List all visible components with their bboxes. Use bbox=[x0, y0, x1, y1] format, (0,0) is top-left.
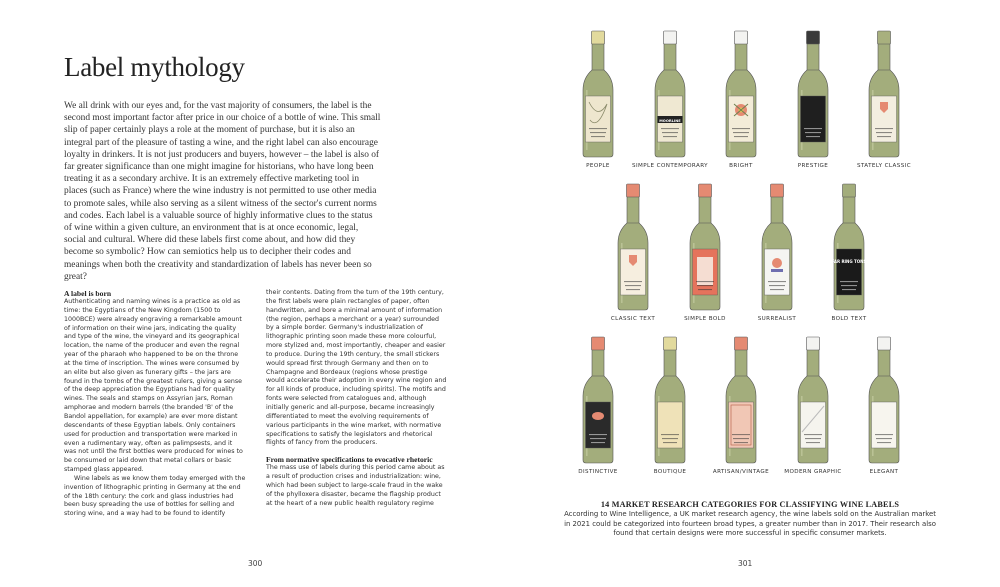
body-paragraph: The mass use of labels during this period came about as a result of production crises and industrialization: wine, which had been subject to large-scale fraud in the wake of the phylloxera disaster, became the flagship product at the heart of a new public health regulatory regime bbox=[266, 464, 445, 507]
body-paragraph: their contents. Dating from the turn of the 19th century, the first labels were plain rectangles of paper, often handwritten, and bore a minimal amount of information (the region, perhaps a merchant or a year) surrounded by a simple border. Germany's industrialization of lithographic printing soon made these more colourful, more stylized and, most importantly, cheaper and easier to produce. During the 19th century, the small stickers would spread first through Germany and then on to Champagne and Bordeaux (regions whose prestige would accelerate their adoption in every wine region and for all kinds of produce, including spirits). The motifs and fonts were selected from catalogues and, although initially generic and all-purpose, became increasingly differentiated to meet the evolving requirements of various participants in the wine market, with normative specifications to satisfy the legislators and rhetorical flights of fancy from the producers. bbox=[266, 289, 447, 447]
bottle-category-label: CLASSIC TEXT bbox=[610, 316, 656, 322]
bottle-category-label: ARTISAN/VINTAGE bbox=[712, 469, 770, 475]
wine-bottle-illustration bbox=[653, 336, 687, 464]
figure-caption-body: According to Wine Intelligence, a UK market research agency, the wine labels sold on the Australian market in 2021 could be categorized into fourteen broad types, a greater number than in 2017. Their research also found that certain designs were more successful in specific consumer markets. bbox=[564, 510, 936, 538]
body-paragraph: Authenticating and naming wines is a practice as old as time: the Egyptians of the New Kingdom (1500 to 1000BCE) were already engraving a remarkable amount of information on their wine jars, indicating the quality and type of the wine, the vineyard and its geographical location, the name of the producer and even the regnal year of the pharaoh who happened to be on the throne at the time of inscription. The wines were consumed by an elite but also given as funerary gifts – the jars are found in the tombs of the greatest rulers, giving a sense of the deep appreciation the Egyptians had for quality wines. The seals and stamps on Assyrian jars, Roman amphorae and modern barrels (the branded 'B' of the Bandol appellation, for example) are ever more distant descendants of these Egyptian labels. Only containers used for production and transportation were marked in even a rudimentary way, often as palimpsests, and it was not until the first bottles were produced for wines to be consumed or laid down that metal collars or basic stamped glass appeared. bbox=[64, 298, 243, 474]
wine-bottle-illustration bbox=[832, 183, 866, 311]
bottle-category-label: PEOPLE bbox=[586, 163, 610, 169]
figure-caption-title: 14 MARKET RESEARCH CATEGORIES FOR CLASSIFYING WINE LABELS bbox=[600, 500, 900, 509]
wine-bottle-illustration bbox=[760, 183, 794, 311]
wine-bottle-illustration bbox=[867, 336, 901, 464]
right-page bbox=[500, 0, 1000, 587]
bottle-label-text: MOORLINE bbox=[659, 118, 681, 123]
page-number: 300 bbox=[248, 559, 263, 568]
section-heading: From normative specifications to evocative rhetoric bbox=[266, 455, 433, 465]
bottle-category-label: BOUTIQUE bbox=[653, 469, 687, 475]
bottle-category-label: ELEGANT bbox=[869, 469, 899, 475]
wine-bottle-illustration bbox=[724, 30, 758, 158]
wine-bottle-illustration bbox=[616, 183, 650, 311]
bottle-label-text: FAR RING TONS bbox=[832, 259, 866, 264]
bottle-category-label: SIMPLE CONTEMPORARY bbox=[632, 163, 708, 169]
wine-bottle-illustration bbox=[581, 336, 615, 464]
text-column-2 bbox=[266, 289, 448, 508]
wine-bottle-illustration bbox=[796, 30, 830, 158]
section-heading: A label is born bbox=[64, 289, 112, 298]
bottle-category-label: PRESTIGE bbox=[797, 163, 829, 169]
bottle-category-label: BOLD TEXT bbox=[831, 316, 867, 322]
wine-bottle-illustration bbox=[724, 336, 758, 464]
bottle-category-label: STATELY CLASSIC bbox=[856, 163, 912, 169]
page-number: 301 bbox=[738, 559, 753, 568]
bottle-category-label: BRIGHT bbox=[729, 163, 753, 169]
bottle-category-label: MODERN GRAPHIC bbox=[784, 469, 842, 475]
bottle-category-label: SIMPLE BOLD bbox=[684, 316, 726, 322]
wine-bottle-illustration bbox=[653, 30, 687, 158]
wine-bottle-illustration bbox=[688, 183, 722, 311]
wine-bottle-illustration bbox=[581, 30, 615, 158]
body-paragraph: Wine labels as we know them today emerged with the invention of lithographic printing in Germany at the end of the 18th century: the cork and glass industries had been busy spreading the use of bottles for selling and storing wine, and a way had to be found to identify bbox=[64, 474, 246, 518]
wine-bottle-illustration bbox=[867, 30, 901, 158]
intro-paragraph: We all drink with our eyes and, for the vast majority of consumers, the label is the second most important factor after price in our choice of a bottle of wine. This small slip of paper certainly plays a role at the moment of purchase, but it is also an integral part of the pleasure of tasting a wine, and the right label can also encourage loyalty in drinkers. It is not just producers and buyers, however – the label is also of far greater significance than one might imagine for historians, who have long been treating it as a secondary archive. It is an extremely effective marketing tool in places (such as France) where the wine industry is not permitted to use other media to promote sales, while also serving as a silent witness of the sector's current norms and codes. Each label is a valuable source of highly informative clues to the status of wine within a given culture, an environment that is at once economic, legal, social and cultural. Where did these labels first come about, and how did they become so symbolic? How can semiotics help us to decipher their codes and meanings when both the creativity and standardization of labels has never been so great? bbox=[64, 101, 381, 282]
bottle-category-label: DISTINCTIVE bbox=[578, 469, 618, 475]
text-column-1 bbox=[64, 289, 246, 519]
page-title: Label mythology bbox=[64, 52, 245, 82]
bottle-category-label: SURREALIST bbox=[757, 316, 797, 322]
wine-bottle-illustration bbox=[796, 336, 830, 464]
